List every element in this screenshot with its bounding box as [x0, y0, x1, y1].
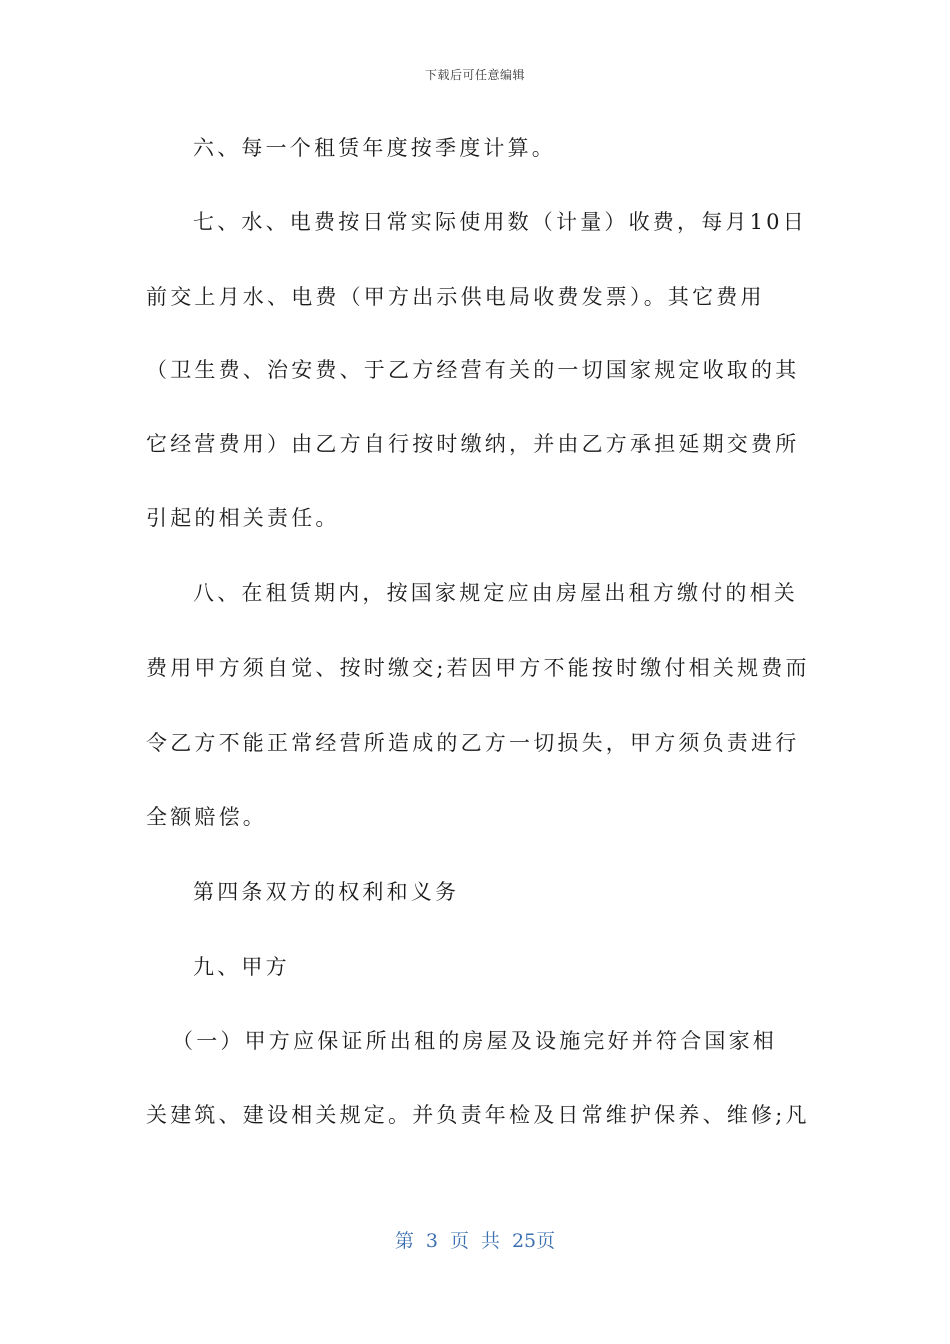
- paragraph-line: 全额赔偿。: [146, 805, 267, 829]
- paragraph-line: 费用甲方须自觉、按时缴交;若因甲方不能按时缴付相关规费而: [146, 656, 810, 680]
- subsection-heading: 九、甲方: [193, 955, 290, 979]
- page-footer: [0, 1226, 950, 1253]
- paragraph-line: 引起的相关责任。: [146, 506, 340, 530]
- footer-total-label: 共: [480, 1230, 500, 1252]
- paragraph-line: 六、每一个租赁年度按季度计算。: [193, 136, 556, 160]
- paragraph-line: 前交上月水、电费（甲方出示供电局收费发票）。其它费用: [146, 285, 765, 309]
- paragraph-line: （卫生费、治安费、于乙方经营有关的一切国家规定收取的其: [146, 358, 800, 382]
- paragraph-line: （一）甲方应保证所出租的房屋及设施完好并符合国家相: [172, 1029, 777, 1053]
- footer-total-pages: 25页: [511, 1230, 556, 1252]
- header-note: 下载后可任意编辑: [424, 68, 525, 82]
- paragraph-line: 关建筑、建设相关规定。并负责年检及日常维护保养、维修;凡: [146, 1103, 810, 1127]
- paragraph-line: 令乙方不能正常经营所造成的乙方一切损失，甲方须负责进行: [146, 731, 800, 755]
- paragraph-line: 七、水、电费按日常实际使用数（计量）收费，每月10日: [193, 210, 807, 234]
- footer-prefix: 第: [394, 1230, 414, 1252]
- paragraph-line: 八、在租赁期内，按国家规定应由房屋出租方缴付的相关: [193, 581, 798, 605]
- footer-page-number: 3: [425, 1230, 438, 1252]
- footer-page-label: 页: [449, 1230, 469, 1252]
- paragraph-line: 它经营费用）由乙方自行按时缴纳，并由乙方承担延期交费所: [146, 432, 800, 456]
- section-heading: 第四条双方的权利和义务: [193, 880, 460, 904]
